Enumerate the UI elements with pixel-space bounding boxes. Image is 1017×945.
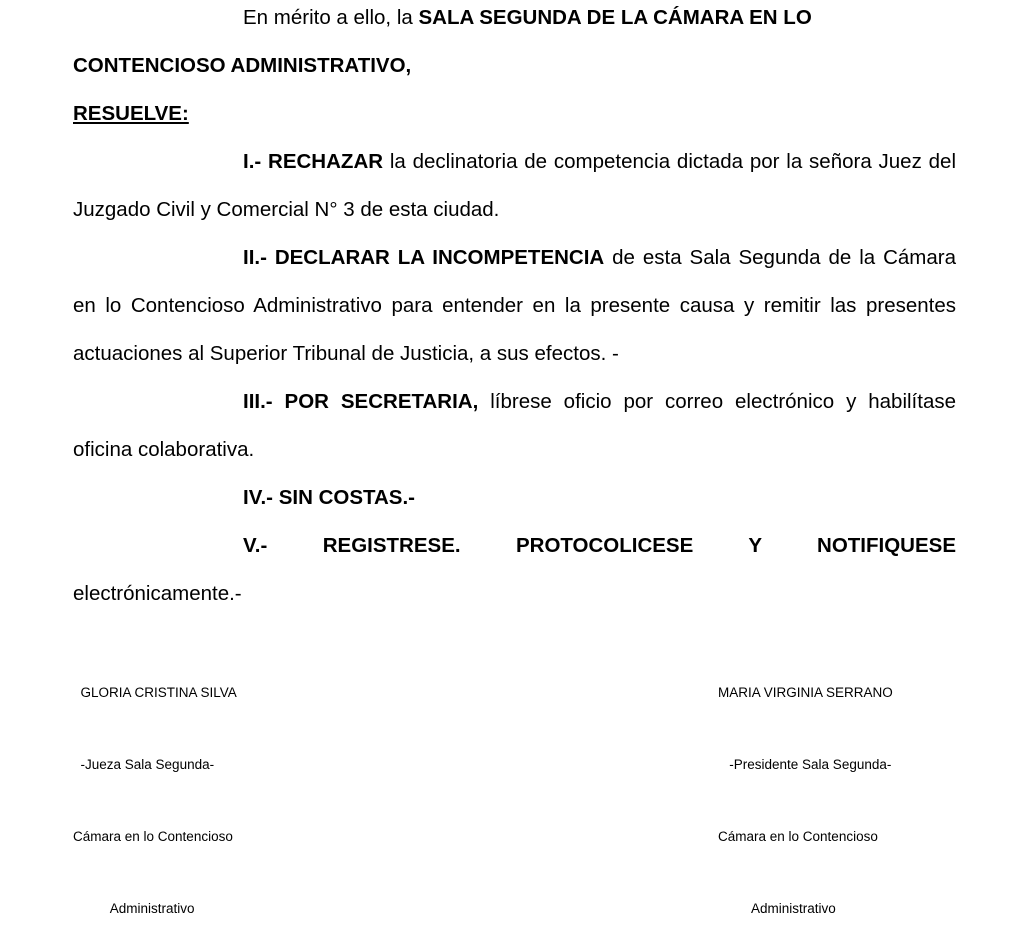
signer-role: -Jueza Sala Segunda- xyxy=(73,757,215,772)
signer-court: Cámara en lo Contencioso xyxy=(718,829,878,844)
item-iii-lead: III.- POR SECRETARIA, xyxy=(243,390,479,413)
item-ii-lead: II.- DECLARAR LA INCOMPETENCIA xyxy=(243,246,605,269)
item-ii-text: de esta Sala Segunda de la Cámara en lo Contencioso Administrativo para entender en la presente causa y remitir las presentes actuaciones al Superior Tribunal de Justicia, a sus efectos. - xyxy=(73,246,956,365)
resolution-document xyxy=(73,0,956,618)
signer-name: MARIA VIRGINIA SERRANO xyxy=(718,685,893,700)
signature-right xyxy=(718,633,893,945)
signer-court: Cámara en lo Contencioso xyxy=(73,829,233,844)
item-v-lead: V.- REGISTRESE. PROTOCOLICESE Y NOTIFIQUESE xyxy=(243,534,956,557)
resolution-item-ii xyxy=(73,234,956,378)
court-name-line1: SALA SEGUNDA DE LA CÁMARA EN LO xyxy=(418,6,812,29)
item-iv-lead: IV.- SIN COSTAS.- xyxy=(243,486,415,509)
resolution-item-i xyxy=(73,138,956,234)
item-i-lead: I.- RECHAZAR xyxy=(243,150,384,173)
item-i-text: la declinatoria de competencia dictada por la señora Juez del Juzgado Civil y Comercial N° 3 de esta ciudad. xyxy=(73,150,957,221)
resolves-heading: RESUELVE: xyxy=(73,102,189,125)
intro-lead: En mérito a ello, la xyxy=(243,6,419,29)
resolution-item-iv xyxy=(73,474,956,522)
signer-name: GLORIA CRISTINA SILVA xyxy=(73,685,237,700)
item-v-text: electrónicamente.- xyxy=(73,582,242,605)
court-name-line2: CONTENCIOSO ADMINISTRATIVO, xyxy=(73,54,412,77)
signer-role: -Presidente Sala Segunda- xyxy=(718,757,892,772)
resolution-item-v xyxy=(73,522,956,570)
signature-left xyxy=(73,633,237,945)
intro-paragraph xyxy=(73,0,956,42)
item-iii-text: líbrese oficio por correo electrónico y habilítase oficina colaborativa. xyxy=(73,390,957,461)
resolution-item-iii xyxy=(73,378,956,474)
signer-dept: Administrativo xyxy=(73,901,195,916)
signer-dept: Administrativo xyxy=(718,901,836,916)
